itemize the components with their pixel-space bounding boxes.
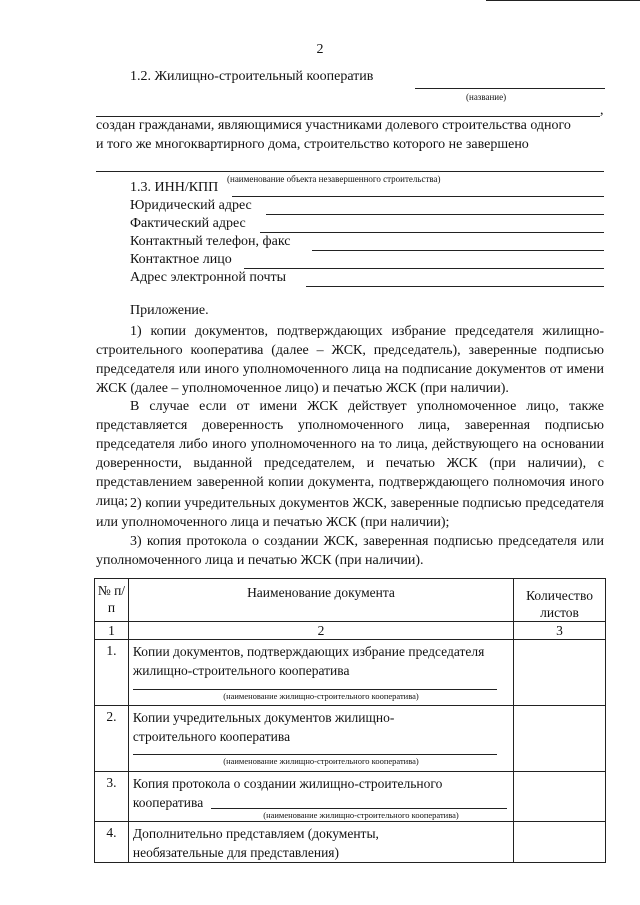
row-sheet-count: [514, 706, 606, 772]
column-number-3: 3: [514, 622, 606, 640]
contact-person-label: Контактное лицо: [130, 252, 232, 267]
phone-fax-line: [312, 250, 604, 251]
top-edge-line: [486, 0, 640, 1]
appendix-title: Приложение.: [130, 303, 209, 318]
row-number: 4.: [95, 822, 129, 863]
row-sheet-count: [514, 640, 606, 706]
row-fill-line: [211, 808, 507, 809]
appendix-item-1-note: В случае если от имени ЖСК действует уполномоченное лицо, также представляется доверенность уполномоченного лица, заверенная подписью председателя либо иного уполномоченного на то лица, действующего на основании доверенности, выданной председателем, и печатью ЖСК (при наличии), с представлением заверенной копии документа, подтверждающего полномочия иного лица;: [96, 399, 604, 509]
email-label: Адрес электронной почты: [130, 270, 287, 285]
column-number-2: 2: [128, 622, 513, 640]
table-row: [95, 822, 606, 863]
appendix-item-2: 2) копии учредительных документов ЖСК, заверенные подписью председателя или уполномоченного лица и печатью ЖСК (при наличии);: [96, 496, 604, 530]
object-name-line: [96, 171, 604, 172]
row-sheet-count: [514, 772, 606, 822]
coop-name-line: [415, 88, 605, 89]
row-doc-caption: (наименование жилищно-строительного кооператива): [223, 756, 419, 766]
coop-name-caption: (название): [466, 92, 507, 102]
row-doc-caption: (наименование жилищно-строительного кооператива): [223, 691, 419, 701]
table-row: [95, 772, 606, 822]
header-sheet-count: Количество листов: [514, 579, 606, 622]
table-header-row: [95, 579, 606, 622]
object-caption: (наименование объекта незавершенного строительства): [227, 174, 441, 184]
column-number-1: 1: [95, 622, 129, 640]
row-doc-text: Копии документов, подтверждающих избрание председателя жилищно-строительного кооператива: [132, 644, 485, 678]
row-fill-line: [133, 689, 497, 690]
header-doc-name: Наименование документа: [128, 579, 513, 622]
row-doc-caption: (наименование жилищно-строительного кооператива): [263, 810, 459, 820]
header-number: № п/п: [95, 579, 129, 622]
inn-kpp-line: [232, 196, 604, 197]
coop-label: 1.2. Жилищно-строительный кооператив: [130, 69, 374, 84]
row-sheet-count: [514, 822, 606, 863]
contact-person-line: [244, 268, 604, 269]
legal-address-label: Юридический адрес: [130, 198, 252, 213]
row-doc-cell: [128, 640, 513, 706]
appendix-item-1: 1) копии документов, подтверждающих избрание председателя жилищно-строительного кооператива (далее – ЖСК, председатель), заверенные подписью председателя или иного уполномоченного лица на подписание документов от имени ЖСК (далее – уполномоченное лицо) и печатью ЖСК (при наличии).: [96, 324, 604, 396]
created-by-line2: и того же многоквартирного дома, строительство которого не завершено: [96, 137, 529, 152]
email-line: [306, 286, 604, 287]
row-doc-cell: [128, 772, 513, 822]
appendix-item-3: 3) копия протокола о создании ЖСК, заверенная подписью председателя или уполномоченного лица и печатью ЖСК (при наличии).: [96, 534, 604, 568]
coop-name-line-2: [96, 116, 600, 117]
row-doc-text: Дополнительно представляем (документы, необязательные для представления): [132, 826, 379, 860]
phone-fax-label: Контактный телефон, факс: [130, 234, 291, 249]
row-doc-cell: [128, 706, 513, 772]
table-row: [95, 640, 606, 706]
row-fill-line: [133, 754, 497, 755]
row-number: 1.: [95, 640, 129, 706]
legal-address-line: [266, 214, 604, 215]
coop-name-comma: ,: [600, 103, 604, 118]
row-number: 3.: [95, 772, 129, 822]
actual-address-label: Фактический адрес: [130, 216, 246, 231]
inn-kpp-label: 1.3. ИНН/КПП: [130, 180, 219, 195]
row-number: 2.: [95, 706, 129, 772]
row-doc-text: Копия протокола о создании жилищно-строительного кооператива: [132, 776, 443, 810]
row-doc-cell: [128, 822, 513, 863]
created-by-line1: создан гражданами, являющимися участниками долевого строительства одного: [96, 118, 571, 133]
row-doc-text: Копии учредительных документов жилищно-строительного кооператива: [132, 710, 395, 744]
column-number-row: [95, 622, 606, 640]
page-number: 2: [316, 42, 324, 57]
table-row: [95, 706, 606, 772]
documents-table: [94, 578, 606, 863]
actual-address-line: [260, 232, 604, 233]
